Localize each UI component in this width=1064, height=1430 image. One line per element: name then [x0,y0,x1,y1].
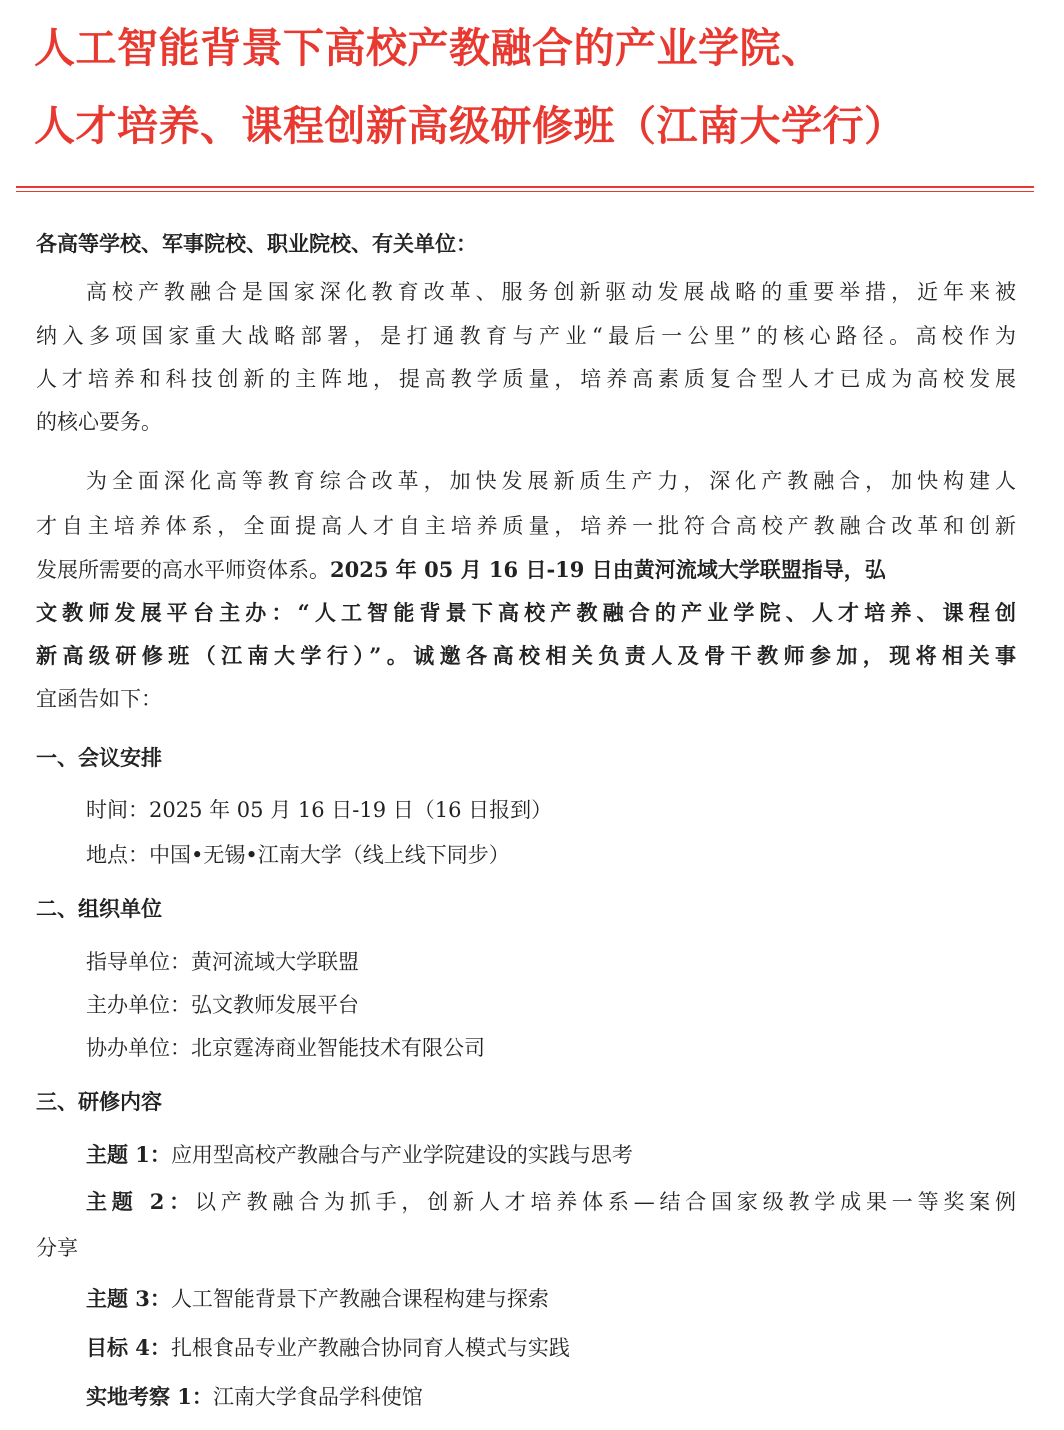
goal-4-text: 扎根食品专业产教融合协同育人模式与实践 [170,1336,570,1360]
guide-unit: 指导单位：黄河流域大学联盟 [86,950,359,974]
paragraph-1-line-4: 的核心要务。 [36,410,162,434]
topic-2-text: 以产教融合为抓手，创新人才培养体系—结合国家级教学成果一等奖案例 [194,1190,1016,1214]
paragraph-2-bold-date: 2025 年 05 月 16 日-19 日由黄河流域大学联盟指导，弘 [330,557,886,582]
host-unit: 主办单位：弘文教师发展平台 [86,993,359,1017]
section-3-heading: 三、研修内容 [36,1090,162,1114]
topic-2 [86,1181,1016,1223]
paragraph-1-line-1: 高校产教融合是国家深化教育改革、服务创新驱动发展战略的重要举措，近年来被 [86,280,1016,304]
meeting-time: 时间：2025 年 05 月 16 日-19 日（16 日报到） [86,798,553,822]
field-visit-1-text: 江南大学食品学科使馆 [212,1385,423,1409]
paragraph-2-line-4-text: 文教师发展平台主办：“人工智能背景下高校产教融合的产业学院、人才培养、课程创 [36,600,1016,625]
title-divider-thick [16,186,1034,188]
topic-3-label: 主题 3： [86,1286,171,1311]
section-1-heading: 一、会议安排 [36,746,162,770]
field-visit-1-label: 实地考察 1： [86,1384,213,1409]
paragraph-2-line-6: 宜函告如下： [36,687,162,711]
paragraph-2-line-5-text: 新高级研修班（江南大学行）”。诚邀各高校相关负责人及骨干教师参加，现将相关事 [36,643,1016,668]
document-title-line-2: 人才培养、课程创新高级研修班（江南大学行） [34,102,906,150]
topic-1-label: 主题 1： [86,1142,171,1167]
paragraph-2-line-4 [36,592,1016,634]
goal-4 [86,1327,1016,1369]
salutation: 各高等学校、军事院校、职业院校、有关单位： [36,232,477,256]
goal-4-label: 目标 4： [86,1335,171,1360]
topic-1 [86,1134,1016,1176]
topic-2-continued: 分享 [36,1236,78,1260]
co-host-unit: 协办单位：北京霆涛商业智能技术有限公司 [86,1036,485,1060]
topic-1-text: 应用型高校产教融合与产业学院建设的实践与思考 [170,1143,633,1167]
paragraph-2-line-5 [36,635,1016,677]
section-2-heading: 二、组织单位 [36,897,162,921]
meeting-location: 地点：中国•无锡•江南大学（线上线下同步） [86,843,510,867]
title-divider-thin [16,191,1034,192]
paragraph-2-line-1: 为全面深化高等教育综合改革，加快发展新质生产力，深化产教融合，加快构建人 [86,469,1016,493]
paragraph-1-line-3: 人才培养和科技创新的主阵地，提高教学质量，培养高素质复合型人才已成为高校发展 [36,367,1016,391]
paragraph-1-line-2: 纳入多项国家重大战略部署，是打通教育与产业“最后一公里”的核心路径。高校作为 [36,324,1016,348]
paragraph-2-line-3 [36,549,1016,591]
field-visit-1 [86,1376,1016,1418]
topic-3-text: 人工智能背景下产教融合课程构建与探索 [170,1287,549,1311]
paragraph-2-line-2: 才自主培养体系，全面提高人才自主培养质量，培养一批符合高校产教融合改革和创新 [36,514,1016,538]
document-title-line-1: 人工智能背景下高校产教融合的产业学院、 [34,24,823,72]
topic-3 [86,1278,1016,1320]
paragraph-2-line-3-text: 发展所需要的高水平师资体系。 [36,558,330,582]
topic-2-label: 主题 2： [86,1189,195,1214]
